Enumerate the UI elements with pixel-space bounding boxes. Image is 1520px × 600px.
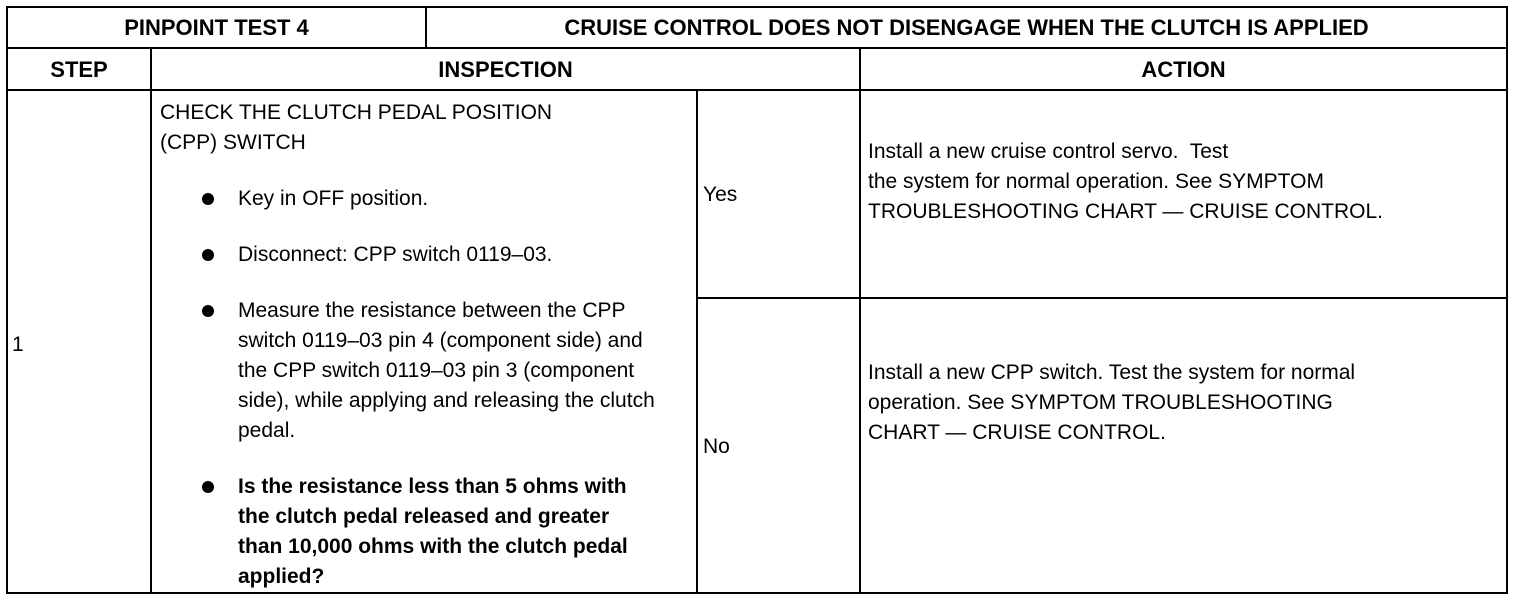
bullet-dot-icon bbox=[202, 193, 214, 205]
check-title bbox=[160, 98, 690, 158]
bullet-item-question bbox=[160, 472, 690, 592]
bullet-dot-icon bbox=[202, 305, 214, 317]
action-no-line-3: CHART — CRUISE CONTROL. bbox=[868, 421, 1166, 444]
action-yes-line-2: the system for normal operation. See SYMPTOM bbox=[868, 170, 1324, 193]
bullet-dot-icon bbox=[202, 481, 214, 493]
action-yes bbox=[868, 137, 1502, 227]
column-header-step: STEP bbox=[50, 57, 108, 82]
column-header-action: ACTION bbox=[1141, 57, 1226, 82]
action-no bbox=[868, 358, 1502, 448]
bullet-text: Disconnect: CPP switch 0119–03. bbox=[238, 243, 553, 266]
inspection-action-divider bbox=[859, 47, 861, 594]
bullet-text: Measure the resistance between the CPP switch 0119–03 pin 4 (component side) and the CPP switch 0119–03 pin 3 (component side), while applying and releasing the clutch pedal. bbox=[238, 299, 655, 442]
test-title: CRUISE CONTROL DOES NOT DISENGAGE WHEN THE CLUTCH IS APPLIED bbox=[564, 15, 1369, 40]
action-yes-line-1: Install a new cruise control servo. Test bbox=[868, 140, 1229, 163]
bullet-item bbox=[160, 184, 690, 214]
check-title-line-1: CHECK THE CLUTCH PEDAL POSITION bbox=[160, 101, 553, 124]
bullet-text: Is the resistance less than 5 ohms with the clutch pedal released and greater than 10,000 ohms with the clutch pedal applied? bbox=[238, 475, 628, 588]
answer-yes: Yes bbox=[703, 183, 738, 206]
bullet-text: Key in OFF position. bbox=[238, 187, 429, 210]
step-column-divider bbox=[150, 47, 152, 594]
action-yes-line-3: TROUBLESHOOTING CHART — CRUISE CONTROL. bbox=[868, 200, 1383, 223]
check-title-line-2: (CPP) SWITCH bbox=[160, 131, 306, 154]
inspection-content bbox=[160, 98, 690, 592]
test-label: PINPOINT TEST 4 bbox=[124, 15, 309, 40]
bullet-dot-icon bbox=[202, 249, 214, 261]
step-number: 1 bbox=[12, 333, 24, 356]
action-no-line-1: Install a new CPP switch. Test the system for normal bbox=[868, 361, 1356, 384]
answer-no: No bbox=[703, 435, 730, 458]
inspection-bullet-list bbox=[160, 184, 690, 592]
column-header-inspection: INSPECTION bbox=[438, 57, 573, 82]
bullet-item bbox=[160, 296, 690, 446]
action-no-line-2: operation. See SYMPTOM TROUBLESHOOTING bbox=[868, 391, 1333, 414]
outcome-divider bbox=[696, 297, 1508, 299]
bullet-item bbox=[160, 240, 690, 270]
answer-column-divider bbox=[696, 89, 698, 594]
